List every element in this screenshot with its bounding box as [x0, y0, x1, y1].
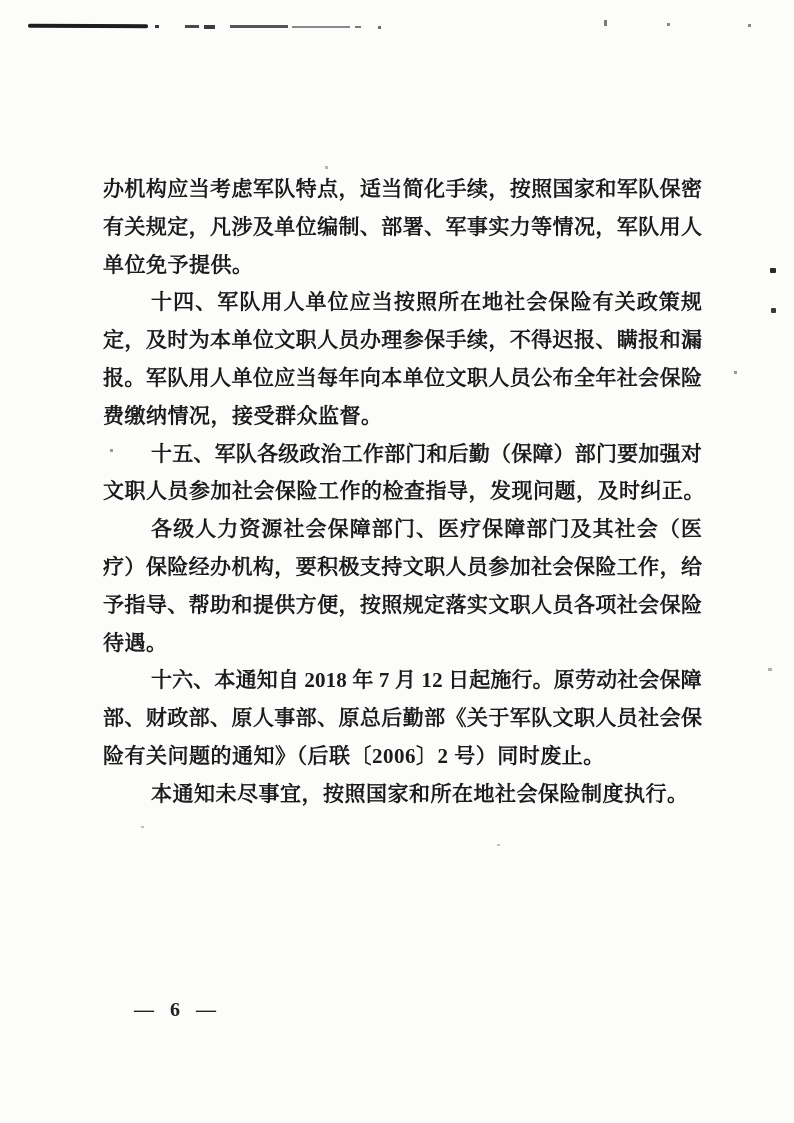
scan-artifact-dot	[155, 25, 159, 28]
noise-speck	[770, 268, 776, 273]
noise-speck	[325, 166, 328, 169]
text-line: 险有关问题的通知》（后联〔2006〕2 号）同时废止。	[103, 743, 605, 768]
footer-dash-right: —	[196, 999, 216, 1021]
text-line: 文职人员参加社会保险工作的检查指导，发现问题，及时纠正。	[103, 479, 705, 504]
noise-speck	[771, 308, 776, 313]
scan-artifact-streak	[28, 24, 148, 28]
scan-artifact-dot	[378, 26, 381, 29]
scan-artifact-dash	[292, 26, 350, 28]
text-line: 报 。 军 队 用 人 单 位 应 当 每 年 向 本 单 位 文 职 人 员 公 布 全 年 社 会 保 险	[103, 365, 702, 390]
text-line: 本通知未尽事宜，按照国家和所在地社会保险制度执行。	[151, 781, 689, 806]
scan-artifact-dot	[355, 26, 361, 28]
footer-dash-left: —	[134, 999, 154, 1021]
noise-speck	[748, 24, 751, 27]
noise-speck	[734, 371, 737, 374]
noise-speck	[604, 20, 607, 26]
text-line: 部 、 财 政 部 、 原 人 事 部 、 原 总 后 勤 部 《 关 于 军 队 文 职 人 员 社 会 保	[103, 706, 702, 731]
text-line: 单位免予提供。	[103, 252, 254, 277]
scan-artifact-dash	[204, 25, 215, 29]
text-line: 定 ， 及 时 为 本 单 位 文 职 人 员 办 理 参 保 手 续 ， 不 得 迟 报 、 瞒 报 和 漏	[103, 328, 702, 353]
noise-speck	[768, 668, 772, 671]
noise-speck	[667, 23, 670, 26]
text-line: 各 级 人 力 资 源 社 会 保 障 部 门 、 医 疗 保 障 部 门 及 其 社 会 （ 医	[151, 517, 702, 542]
noise-speck	[141, 826, 144, 828]
page-footer	[134, 999, 216, 1022]
page-number: 6	[170, 999, 180, 1021]
text-block	[103, 171, 705, 814]
text-line: 十 六 、 本 通 知 自 2 0 1 8 年 7 月 1 2 日 起 施 行 。 原 劳 动 社 会 保 障	[151, 668, 702, 693]
noise-speck	[497, 844, 500, 846]
text-line: 十 五 、 军 队 各 级 政 治 工 作 部 门 和 后 勤 （ 保 障 ） 部 门 要 加 强 对	[151, 441, 702, 466]
text-line: 办 机 构 应 当 考 虑 军 队 特 点 ， 适 当 简 化 手 续 ， 按 照 国 家 和 军 队 保 密	[103, 177, 702, 201]
text-line: 有 关 规 定 ， 凡 涉 及 单 位 编 制 、 部 署 、 军 事 实 力 等 情 况 ， 军 队 用 人	[103, 214, 702, 239]
text-line: 费缴纳情况，接受群众监督。	[103, 403, 383, 428]
text-line: 予 指 导 、 帮 助 和 提 供 方 便 ， 按 照 规 定 落 实 文 职 人 员 各 项 社 会 保 险	[103, 592, 702, 617]
scan-artifact-dash	[185, 25, 199, 28]
text-line: 待遇。	[103, 630, 168, 655]
text-line: 疗 ） 保 险 经 办 机 构 ， 要 积 极 支 持 文 职 人 员 参 加 社 会 保 险 工 作 ， 给	[103, 554, 702, 579]
scan-artifact-dash	[230, 25, 288, 28]
text-line: 十 四 、 军 队 用 人 单 位 应 当 按 照 所 在 地 社 会 保 险 有 关 政 策 规	[151, 290, 702, 315]
